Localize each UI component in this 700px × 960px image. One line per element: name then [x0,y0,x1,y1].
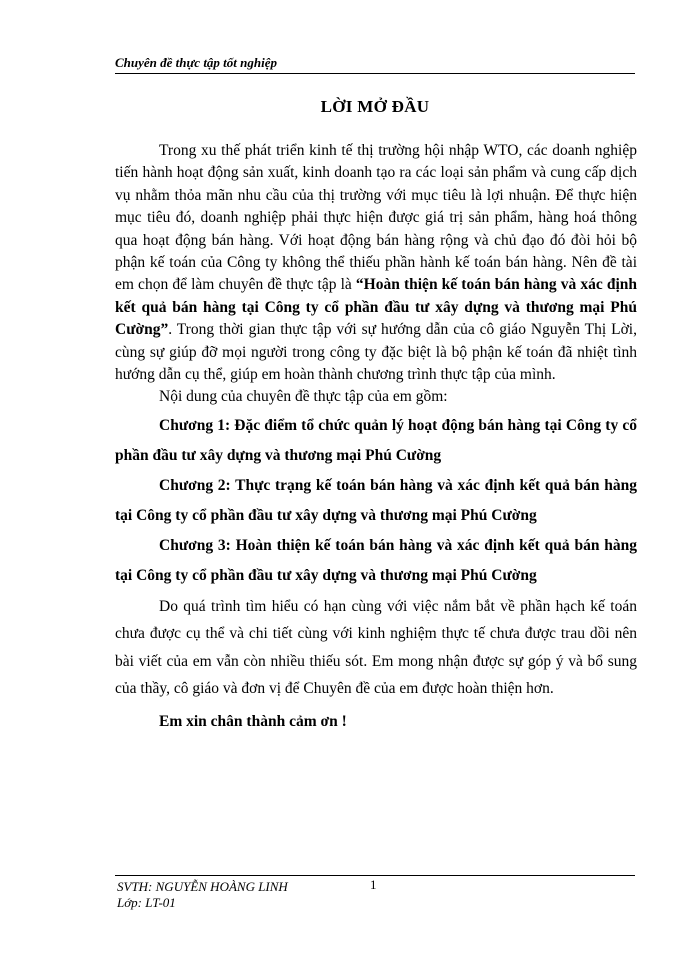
footer-class: Lớp: LT-01 [117,895,176,910]
chapter-item-3: Chương 3: Hoàn thiện kế toán bán hàng và xác định kết quả bán hàng tại Công ty cổ phần đầu tư xây dựng và thương mại Phú Cường [115,536,637,584]
intro-text-part2: . Trong thời gian thực tập với sự hướng dẫn của cô giáo Nguyễn Thị Lời, cùng sự giúp đỡ mọi người trong công ty đặc biệt là bộ phận kế toán đã nhiệt tình hướng dẫn cụ thể, giúp em hoàn thành chương trình thực tập của mình. [115,321,637,384]
closing-paragraph: Do quá trình tìm hiểu có hạn cùng với việc nắm bắt về phần hạch kế toán chưa được cụ thể và chi tiết cùng với kinh nghiệm thực tế chưa được trau dồi nên bài viết của em vẫn còn nhiều thiếu sót. Em mong nhận được sự góp ý và bổ sung của thầy, cô giáo và đơn vị để Chuyên đề của em được hoàn thiện hơn. [115,597,637,698]
chapter-list [115,411,637,591]
chapter-item-1: Chương 1: Đặc điểm tổ chức quản lý hoạt động bán hàng tại Công ty cổ phần đầu tư xây dựng và thương mại Phú Cường [115,416,637,464]
thesis-title: “Hoàn thiện kế toán bán hàng và xác định kết quả bán hàng tại Công ty cổ phần đầu tư xây dựng và thương mại Phú Cường” [115,276,637,339]
footer-divider [115,875,635,876]
page-title: LỜI MỞ ĐẦU [320,97,430,116]
document-body [115,140,637,733]
intro-text-part1: Trong xu thế phát triển kinh tế thị trường hội nhập WTO, các doanh nghiệp tiến hành hoạt động sản xuất, kinh doanh tạo ra các loại sản phẩm và cung cấp dịch vụ nhằm thỏa mãn nhu cầu của thị trường với mục tiêu là lợi nhuận. Để thực hiện mục tiêu đó, doanh nghiệp phải thực hiện được giá trị sản phẩm, hàng hoá thông qua hoạt động bán hàng. Với hoạt động bán hàng rộng và chủ đạo đó đòi hỏi bộ phận kế toán của Công ty không thể thiếu phần hành kế toán bán hàng. Nên đề tài em chọn để làm chuyên đề thực tập là [115,142,637,294]
thanks-line: Em xin chân thành cảm ơn ! [159,712,347,730]
chapter-item-2: Chương 2: Thực trạng kế toán bán hàng và xác định kết quả bán hàng tại Công ty cổ phần đầu tư xây dựng và thương mại Phú Cường [115,476,637,524]
contents-intro: Nội dung của chuyên đề thực tập của em gồm: [159,388,448,406]
footer-student: SVTH: NGUYỄN HOÀNG LINH [117,879,288,894]
page-number: 1 [370,877,377,892]
intro-paragraph [115,140,637,386]
running-header: Chuyên đề thực tập tốt nghiệp [115,55,635,74]
